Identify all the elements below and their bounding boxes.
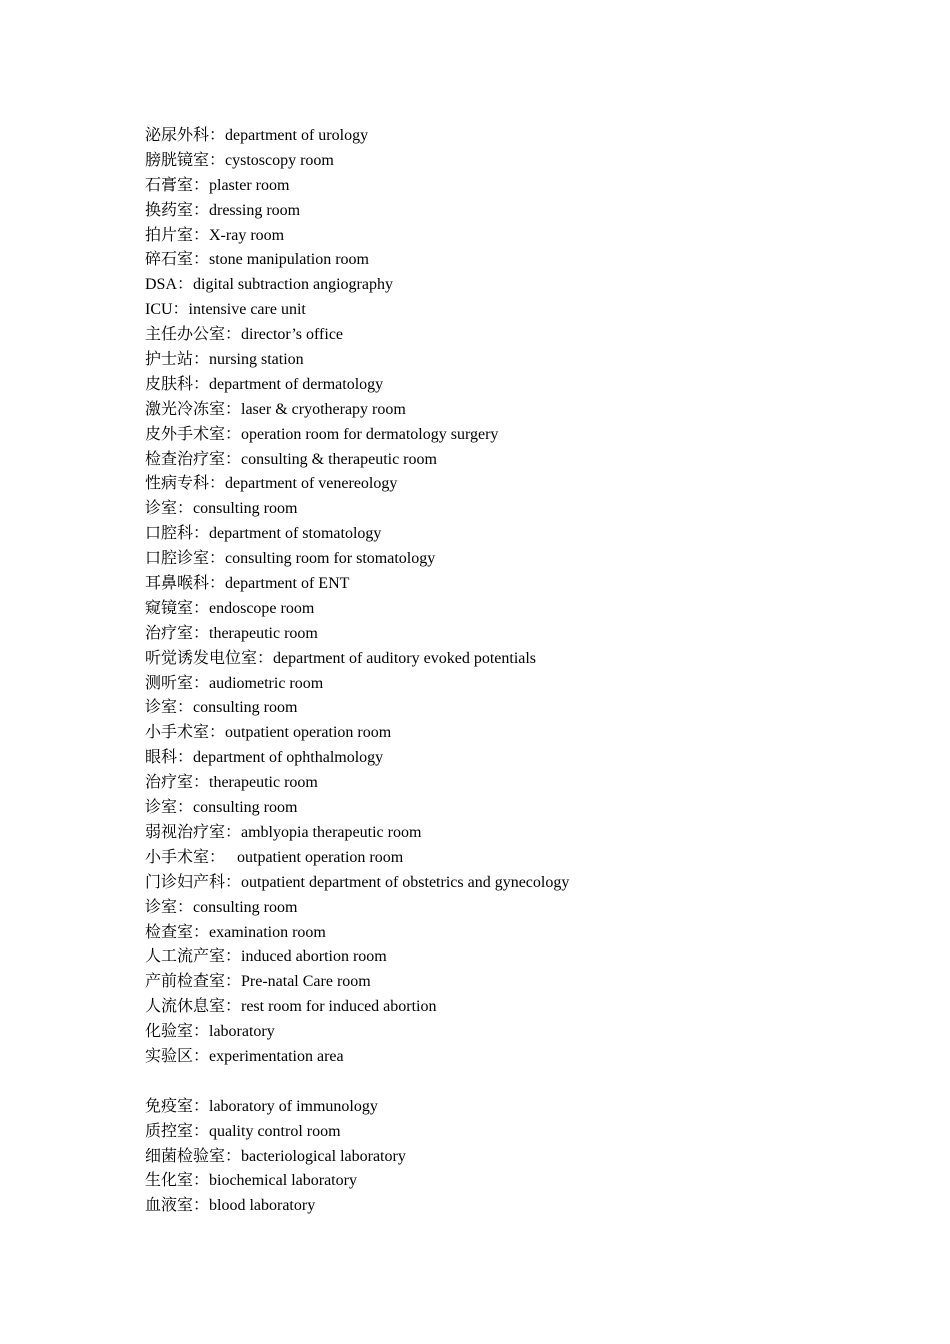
glossary-entry: DSA：digital subtraction angiography	[145, 276, 393, 294]
glossary-entry: 石膏室：plaster room	[145, 176, 290, 194]
glossary-entry: 泌尿外科：department of urology	[145, 127, 369, 144]
glossary-entry: 治疗室：therapeutic room	[145, 624, 318, 642]
glossary-entry: 化验室：laboratory	[145, 1023, 275, 1041]
glossary-entry: 小手术室： outpatient operation room	[145, 848, 404, 866]
glossary-entry: 人流休息室：rest room for induced abortion	[145, 998, 437, 1016]
glossary-entry: 窥镜室：endoscope room	[145, 599, 315, 617]
glossary-entry: 激光冷冻室：laser & cryotherapy room	[145, 400, 406, 418]
glossary-entry: 换药室：dressing room	[145, 201, 301, 219]
glossary-entry: 检查治疗室：consulting & therapeutic room	[145, 450, 437, 468]
glossary-entry: 人工流产室：induced abortion room	[145, 948, 387, 966]
glossary-entry: 口腔科：department of stomatology	[145, 525, 382, 543]
glossary-entry: 眼科：department of ophthalmology	[145, 749, 384, 767]
glossary-entry: 门诊妇产科：outpatient department of obstetrics and gynecology	[145, 873, 570, 891]
glossary-entry: 小手术室：outpatient operation room	[145, 724, 392, 742]
glossary-entry: 护士站：nursing station	[145, 351, 304, 369]
glossary-entry: 产前检查室：Pre-natal Care room	[145, 973, 371, 991]
glossary-entry: 听觉诱发电位室：department of auditory evoked potentials	[145, 649, 537, 667]
glossary-entry: 实验区：experimentation area	[145, 1047, 344, 1065]
glossary-entry: 膀胱镜室：cystoscopy room	[145, 151, 334, 169]
glossary-entry: 诊室：consulting room	[145, 898, 298, 916]
glossary-entry: 口腔诊室：consulting room for stomatology	[145, 550, 436, 568]
glossary-list	[145, 124, 569, 1219]
glossary-entry: 免疫室：laboratory of immunology	[145, 1097, 378, 1115]
glossary-entry: 诊室：consulting room	[145, 799, 298, 817]
glossary-entry: 生化室：biochemical laboratory	[145, 1172, 357, 1190]
glossary-entry: 细菌检验室：bacteriological laboratory	[145, 1147, 406, 1165]
glossary-entry: 皮外手术室：operation room for dermatology surgery	[145, 425, 499, 443]
glossary-entry: 拍片室：X-ray room	[145, 226, 285, 244]
glossary-entry: 碎石室：stone manipulation room	[145, 251, 369, 269]
glossary-entry: 皮肤科：department of dermatology	[145, 375, 384, 393]
glossary-entry: 检查室：examination room	[145, 923, 326, 941]
glossary-entry: 测听室：audiometric room	[145, 674, 324, 692]
blank-line	[145, 1070, 569, 1095]
glossary-entry: 血液室：blood laboratory	[145, 1197, 316, 1215]
glossary-entry: 治疗室：therapeutic room	[145, 774, 318, 792]
glossary-entry: 质控室：quality control room	[145, 1122, 341, 1140]
glossary-entry: ICU：intensive care unit	[145, 301, 306, 319]
glossary-entry: 诊室：consulting room	[145, 699, 298, 717]
glossary-entry: 耳鼻喉科：department of ENT	[145, 575, 350, 593]
glossary-entry: 诊室：consulting room	[145, 500, 298, 518]
glossary-entry: 性病专科：department of venereology	[145, 475, 398, 493]
glossary-entry: 弱视治疗室：amblyopia therapeutic room	[145, 823, 422, 841]
glossary-entry: 主任办公室：director’s office	[145, 326, 344, 344]
